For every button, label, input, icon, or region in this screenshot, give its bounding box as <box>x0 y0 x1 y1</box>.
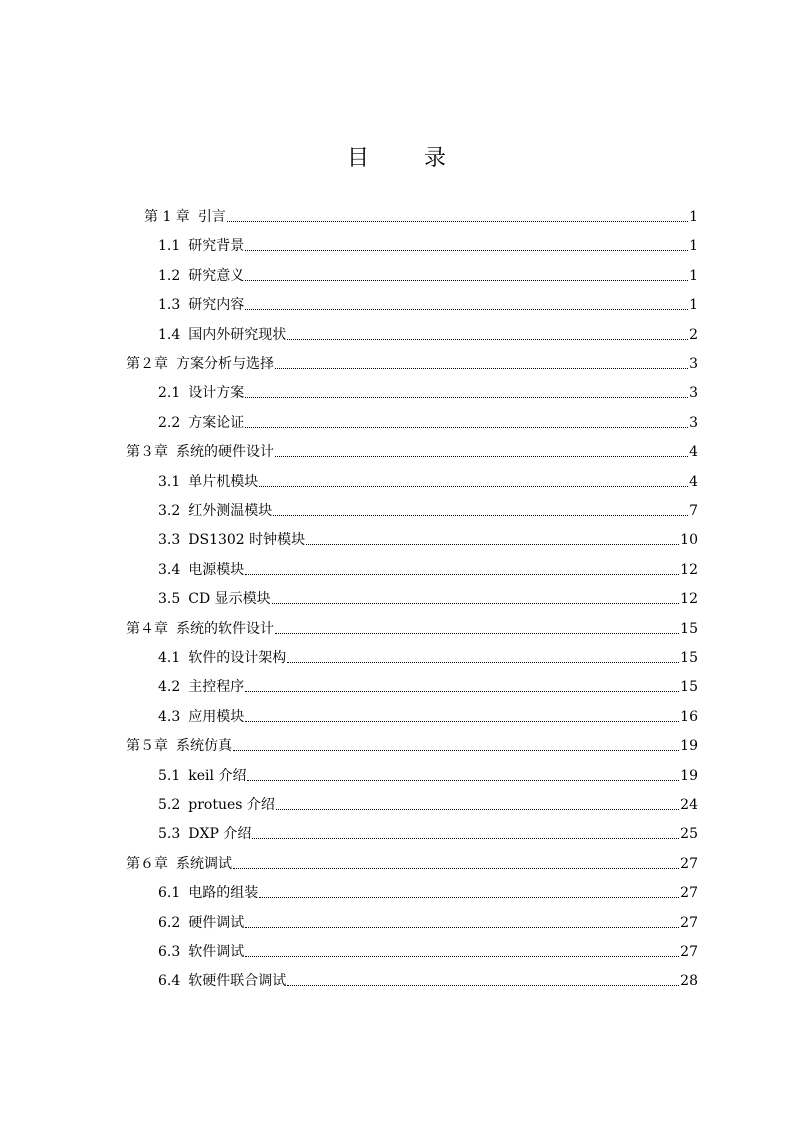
toc-chapter-entry[interactable] <box>144 202 698 226</box>
toc-section-entry[interactable] <box>158 496 698 520</box>
toc-dot-leader <box>252 837 679 839</box>
toc-entry-page: 1 <box>689 267 698 284</box>
toc-section-entry[interactable] <box>158 819 698 843</box>
toc-entry-number: 1.3 <box>158 297 181 314</box>
toc-entry-page: 4 <box>689 444 698 461</box>
toc-entry-page: 19 <box>680 767 698 784</box>
toc-entry-number: 4.1 <box>158 650 181 666</box>
toc-entry-page: 27 <box>680 914 698 931</box>
toc-entry-label: 系统的软件设计 <box>176 620 274 637</box>
toc-section-entry[interactable] <box>158 908 698 932</box>
toc-entry-number: 2.2 <box>158 414 181 431</box>
toc-entry-label: 单片机模块 <box>188 473 259 490</box>
toc-dot-leader <box>259 485 688 487</box>
toc-entry-number: 5.2 <box>158 797 181 813</box>
toc-entry-page: 2 <box>689 326 698 343</box>
toc-entry-label: keil 介绍 <box>188 767 247 784</box>
toc-entry-page: 1 <box>689 209 698 225</box>
toc-entry-label: 电路的组装 <box>188 885 259 902</box>
toc-entry-label: 电源模块 <box>188 561 245 578</box>
toc-entry-label: 方案分析与选择 <box>176 356 274 372</box>
toc-entry-label: DXP 介绍 <box>188 826 252 843</box>
toc-entry-number: 6.4 <box>158 973 181 990</box>
toc-entry-number: 4.3 <box>158 708 181 725</box>
toc-dot-leader <box>233 867 679 869</box>
toc-entry-label: 主控程序 <box>188 679 245 696</box>
toc-entry-label: protues 介绍 <box>188 797 275 813</box>
toc-entry-number: 6.2 <box>158 914 181 931</box>
toc-entry-label: 软件调试 <box>188 944 245 960</box>
toc-section-entry[interactable] <box>158 467 698 491</box>
toc-section-entry[interactable] <box>158 790 698 814</box>
toc-dot-leader <box>259 896 679 898</box>
toc-entry-page: 12 <box>680 561 698 578</box>
toc-entry-label: 方案论证 <box>188 414 245 431</box>
toc-entry-number: 1.4 <box>158 326 181 343</box>
toc-entry-label: 系统仿真 <box>176 738 232 755</box>
toc-entry-number: 5.1 <box>158 767 181 784</box>
toc-section-entry[interactable] <box>158 261 698 285</box>
toc-entry-page: 10 <box>680 532 698 549</box>
toc-section-entry[interactable] <box>158 878 698 902</box>
toc-section-entry[interactable] <box>158 966 698 990</box>
toc-dot-leader <box>275 632 679 634</box>
toc-entry-label: 设计方案 <box>188 385 245 402</box>
toc-entry-label: 软硬件联合调试 <box>188 973 287 990</box>
toc-entry-page: 3 <box>689 414 698 431</box>
toc-entry-page: 15 <box>680 679 698 696</box>
toc-dot-leader <box>245 249 688 251</box>
toc-chapter-entry[interactable] <box>126 849 698 873</box>
toc-dot-leader <box>287 338 688 340</box>
toc-dot-leader <box>245 720 679 722</box>
toc-section-entry[interactable] <box>158 584 698 608</box>
toc-dot-leader <box>245 426 688 428</box>
toc-chapter-entry[interactable] <box>126 437 698 461</box>
toc-entry-page: 16 <box>680 708 698 725</box>
toc-section-entry[interactable] <box>158 937 698 961</box>
toc-section-entry[interactable] <box>158 672 698 696</box>
toc-section-entry[interactable] <box>158 643 698 667</box>
toc-entry-page: 15 <box>680 620 698 637</box>
toc-section-entry[interactable] <box>158 761 698 785</box>
toc-section-entry[interactable] <box>158 525 698 549</box>
toc-entry-label: 软件的设计架构 <box>188 650 287 666</box>
page-title: 目 录 <box>347 146 470 171</box>
toc-entry-label: 研究背景 <box>188 238 245 255</box>
toc-section-entry[interactable] <box>158 555 698 579</box>
toc-entry-number: 6.3 <box>158 944 181 960</box>
toc-entry-page: 19 <box>680 738 698 755</box>
toc-entry-number: 2.1 <box>158 385 181 402</box>
toc-entry-label: 研究内容 <box>188 297 245 314</box>
toc-entry-number: 4.2 <box>158 679 181 696</box>
toc-entry-page: 1 <box>689 238 698 255</box>
toc-dot-leader <box>233 749 679 751</box>
toc-entry-number: 第３章 <box>126 444 168 461</box>
toc-entry-number: 第 1 章 <box>144 209 190 225</box>
toc-entry-label: 应用模块 <box>188 708 245 725</box>
toc-entry-label: CD 显示模块 <box>188 591 271 608</box>
toc-entry-number: 3.3 <box>158 532 181 549</box>
toc-entry-label: DS1302 时钟模块 <box>188 532 306 549</box>
toc-section-entry[interactable] <box>158 702 698 726</box>
toc-dot-leader <box>275 455 688 457</box>
toc-dot-leader <box>245 690 679 692</box>
toc-dot-leader <box>276 808 679 810</box>
toc-entry-number: 3.2 <box>158 503 181 519</box>
toc-entry-page: 3 <box>689 356 698 372</box>
toc-entry-number: 第４章 <box>126 620 168 637</box>
toc-entry-label: 红外测温模块 <box>188 503 273 519</box>
toc-section-entry[interactable] <box>158 378 698 402</box>
toc-entry-number: 3.5 <box>158 591 181 608</box>
toc-entry-page: 27 <box>680 885 698 902</box>
toc-entry-page: 15 <box>680 650 698 666</box>
toc-entry-label: 国内外研究现状 <box>188 326 287 343</box>
toc-entry-page: 27 <box>680 944 698 960</box>
toc-entry-label: 系统的硬件设计 <box>176 444 274 461</box>
toc-entry-page: 24 <box>680 797 698 813</box>
toc-dot-leader <box>306 543 679 545</box>
toc-dot-leader <box>245 926 679 928</box>
toc-entry-page: 28 <box>680 973 698 990</box>
toc-entry-number: 第５章 <box>126 738 168 755</box>
toc-entry-page: 1 <box>689 297 698 314</box>
toc-entry-number: 1.2 <box>158 267 181 284</box>
toc-dot-leader <box>245 396 688 398</box>
toc-entry-number: 6.1 <box>158 885 181 902</box>
toc-dot-leader <box>287 661 679 663</box>
toc-section-entry[interactable] <box>158 320 698 344</box>
toc-entry-number: 第２章 <box>126 356 168 372</box>
toc-dot-leader <box>272 602 680 604</box>
toc-entry-page: 12 <box>680 591 698 608</box>
toc-entry-number: 5.3 <box>158 826 181 843</box>
toc-entry-page: 4 <box>689 473 698 490</box>
toc-dot-leader <box>287 984 679 986</box>
toc-chapter-entry[interactable] <box>126 349 698 373</box>
table-of-contents <box>0 200 793 1000</box>
toc-dot-leader <box>275 367 688 369</box>
toc-entry-label: 系统调试 <box>176 855 232 872</box>
toc-chapter-entry[interactable] <box>126 731 698 755</box>
toc-entry-number: 3.1 <box>158 473 181 490</box>
toc-chapter-entry[interactable] <box>126 614 698 638</box>
toc-entry-page: 25 <box>680 826 698 843</box>
toc-dot-leader <box>245 279 688 281</box>
toc-section-entry[interactable] <box>158 408 698 432</box>
toc-section-entry[interactable] <box>158 290 698 314</box>
toc-entry-label: 研究意义 <box>188 267 245 284</box>
toc-entry-page: 7 <box>689 503 698 519</box>
toc-dot-leader <box>227 220 688 222</box>
toc-entry-number: 1.1 <box>158 238 181 255</box>
toc-entry-label: 硬件调试 <box>188 914 245 931</box>
toc-entry-page: 3 <box>689 385 698 402</box>
toc-dot-leader <box>245 955 679 957</box>
toc-dot-leader <box>245 573 679 575</box>
toc-entry-number: 第６章 <box>126 855 168 872</box>
toc-dot-leader <box>273 514 688 516</box>
toc-entry-number: 3.4 <box>158 561 181 578</box>
toc-entry-label: 引言 <box>197 209 226 225</box>
toc-dot-leader <box>245 308 688 310</box>
toc-dot-leader <box>247 779 679 781</box>
toc-section-entry[interactable] <box>158 231 698 255</box>
toc-entry-page: 27 <box>680 855 698 872</box>
